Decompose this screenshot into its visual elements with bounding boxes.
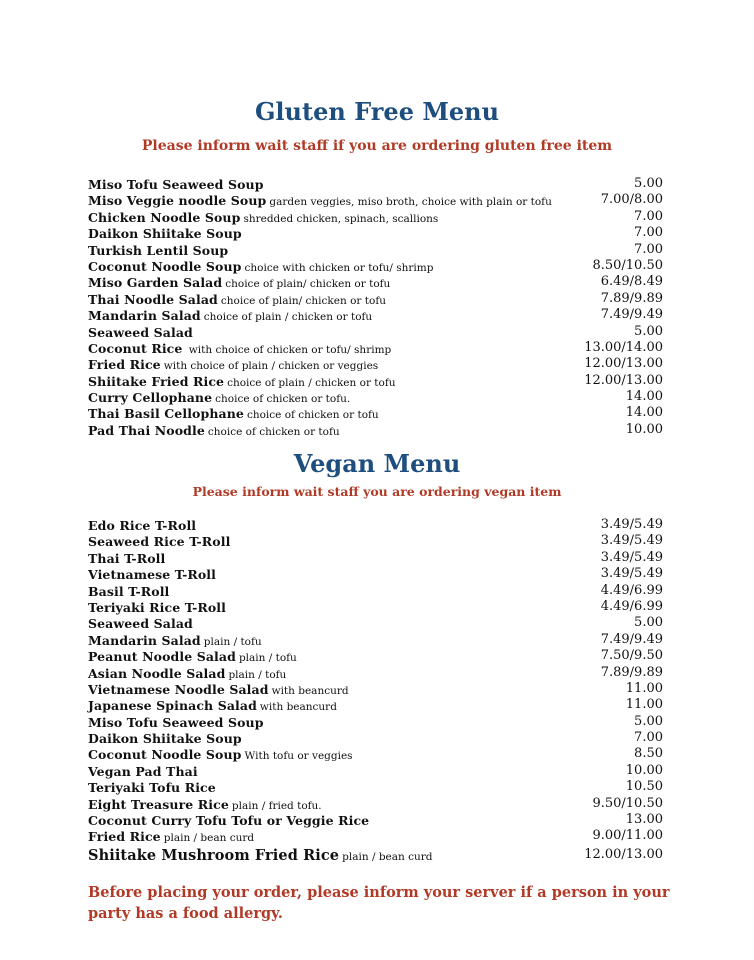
item-desc: garden veggies, miso broth, choice with plain or tofu [269,196,552,209]
item-name: Eight Treasure Rice [88,796,229,812]
gluten-free-title: Gluten Free Menu [254,97,500,126]
menu-item [88,648,663,664]
menu-item [88,405,663,421]
menu-item [88,681,663,697]
item-desc: with beancurd [259,701,337,714]
menu-item [88,665,663,681]
item-desc: choice of chicken or tofu. [215,393,351,406]
item-name: Chicken Noodle Soup [88,209,241,225]
item-name: Coconut Noodle Soup [88,747,242,763]
menu-item [88,615,663,631]
item-price: 5.00 [634,176,663,191]
item-desc: with choice of chicken or tofu/ shrimp [185,343,392,356]
item-price: 7.89/9.89 [600,290,663,306]
item-price: 3.49/5.49 [600,549,663,565]
item-desc: choice of plain / chicken or tofu [227,376,396,389]
menu-item [88,779,663,795]
item-name: Turkish Lentil Soup [88,242,229,258]
menu-item [88,796,663,812]
item-price: 5.00 [634,323,663,339]
item-price: 5.00 [634,713,663,729]
item-desc: plain / tofu [238,652,297,665]
item-name: Daikon Shiitake Soup [88,226,242,242]
item-desc: plain / fried tofu. [231,799,322,812]
item-name: Miso Tofu Seaweed Soup [88,714,264,730]
item-price: 7.00 [634,208,663,224]
item-price: 4.49/6.99 [600,598,663,614]
item-desc: choice with chicken or tofu/ shrimp [244,261,434,274]
item-name: Coconut Curry Tofu Tofu or Veggie Rice [88,813,370,829]
item-price: 7.49/9.49 [600,631,663,647]
item-desc: plain / tofu [203,635,262,648]
menu-item [88,274,663,290]
item-name: Miso Tofu Seaweed Soup [88,177,264,192]
item-name: Peanut Noodle Salad [88,649,236,665]
item-desc: shredded chicken, spinach, scallions [243,212,439,225]
menu-item [88,533,663,549]
item-price: 3.49/5.49 [600,517,663,532]
item-price: 7.89/9.89 [600,664,663,680]
menu-item [88,324,663,340]
item-name: Asian Noodle Salad [88,665,226,681]
vegan-subtitle: Please inform wait staff you are ordering vegan item [192,484,562,499]
menu-item [88,389,663,405]
menu-item [88,209,663,225]
item-name: Vietnamese T-Roll [88,567,217,583]
menu-item [88,422,663,438]
item-name: Vietnamese Noodle Salad [88,681,269,697]
item-price: 8.50/10.50 [592,257,663,273]
item-price: 7.50/9.50 [600,648,663,664]
menu-item [88,714,663,730]
item-price: 14.00 [625,405,663,421]
item-name: Daikon Shiitake Soup [88,731,242,747]
menu-item [88,763,663,779]
menu-item [88,746,663,762]
item-price: 7.00 [634,241,663,257]
item-name: Edo Rice T-Roll [88,518,197,533]
item-price: 7.00 [634,730,663,746]
item-name: Fried Rice [88,357,161,373]
item-price: 3.49/5.49 [600,533,663,549]
item-price: 5.00 [634,615,663,631]
menu-item [88,225,663,241]
item-price: 10.50 [625,779,663,795]
menu-item [88,258,663,274]
gluten-free-subtitle: Please inform wait staff if you are ordering gluten free item [141,138,613,154]
item-name: Mandarin Salad [88,632,201,648]
item-price: 11.00 [625,697,663,713]
item-desc: plain / bean curd [163,832,255,845]
item-price: 10.00 [625,421,663,437]
item-name: Thai T-Roll [88,550,166,566]
item-desc: choice of plain/ chicken or tofu [225,278,391,291]
menu-item [88,242,663,258]
menu-item [88,566,663,582]
item-name: Fried Rice [88,829,161,845]
item-name: Seaweed Salad [88,616,193,632]
menu-item [88,730,663,746]
item-name: Curry Cellophane [88,390,213,406]
item-price: 4.49/6.99 [600,582,663,598]
item-name: Seaweed Salad [88,324,193,340]
item-price: 12.00/13.00 [584,846,663,862]
item-name: Basil T-Roll [88,583,170,599]
vegan-list [88,517,663,865]
item-price: 9.50/10.50 [592,795,663,811]
item-desc: With tofu or veggies [244,750,353,763]
item-desc: choice of plain/ chicken or tofu [220,294,386,307]
item-price: 7.49/9.49 [600,307,663,323]
item-desc: choice of chicken or tofu [246,409,379,422]
item-name: Mandarin Salad [88,308,201,324]
menu-item [88,845,663,865]
item-price: 10.00 [625,762,663,778]
item-desc: plain / bean curd [342,850,433,863]
item-price: 7.00 [634,225,663,241]
menu-item [88,340,663,356]
item-price: 11.00 [625,680,663,696]
item-name: Miso Garden Salad [88,275,223,291]
item-price: 8.50 [634,746,663,762]
item-desc: with choice of plain / chicken or veggies [163,360,379,373]
item-name: Teriyaki Tofu Rice [88,780,216,796]
item-price: 3.49/5.49 [600,566,663,582]
item-price: 7.00/8.00 [600,192,663,208]
menu-item [88,599,663,615]
item-price: 6.49/8.49 [600,274,663,290]
menu-item [88,550,663,566]
item-name: Vegan Pad Thai [88,763,198,779]
item-price: 14.00 [625,389,663,405]
gluten-free-list [88,176,663,438]
menu-item [88,632,663,648]
item-name: Pad Thai Noodle [88,422,205,438]
menu-item [88,307,663,323]
menu-item [88,291,663,307]
item-name: Teriyaki Rice T-Roll [88,599,226,615]
item-desc: with beancurd [271,684,349,697]
item-price: 13.00/14.00 [584,339,663,355]
item-desc: choice of plain / chicken or tofu [203,311,373,324]
item-desc: plain / tofu [228,668,287,681]
allergy-notice: Before placing your order, please inform your server if a person in your party has a food allergy. [88,884,670,922]
item-name: Shiitake Mushroom Fried Rice [88,846,340,864]
item-name: Coconut Noodle Soup [88,258,242,274]
menu-item [88,697,663,713]
menu-item [88,828,663,844]
item-name: Thai Basil Cellophane [88,406,244,422]
item-price: 9.00/11.00 [592,828,663,844]
item-name: Shiitake Fried Rice [88,373,225,389]
menu-item [88,356,663,372]
item-name: Japanese Spinach Salad [88,698,257,714]
menu-item [88,812,663,828]
vegan-title: Vegan Menu [293,449,461,478]
item-price: 13.00 [625,812,663,828]
item-name: Thai Noodle Salad [88,291,218,307]
item-desc: choice of chicken or tofu [207,425,340,438]
menu-item [88,192,663,208]
menu-item [88,176,663,192]
item-name: Miso Veggie noodle Soup [88,193,267,209]
menu-item [88,517,663,533]
item-price: 12.00/13.00 [584,356,663,372]
item-price: 12.00/13.00 [584,372,663,388]
item-name: Coconut Rice [88,340,183,356]
item-name: Seaweed Rice T-Roll [88,534,231,550]
menu-item [88,373,663,389]
menu-item [88,583,663,599]
